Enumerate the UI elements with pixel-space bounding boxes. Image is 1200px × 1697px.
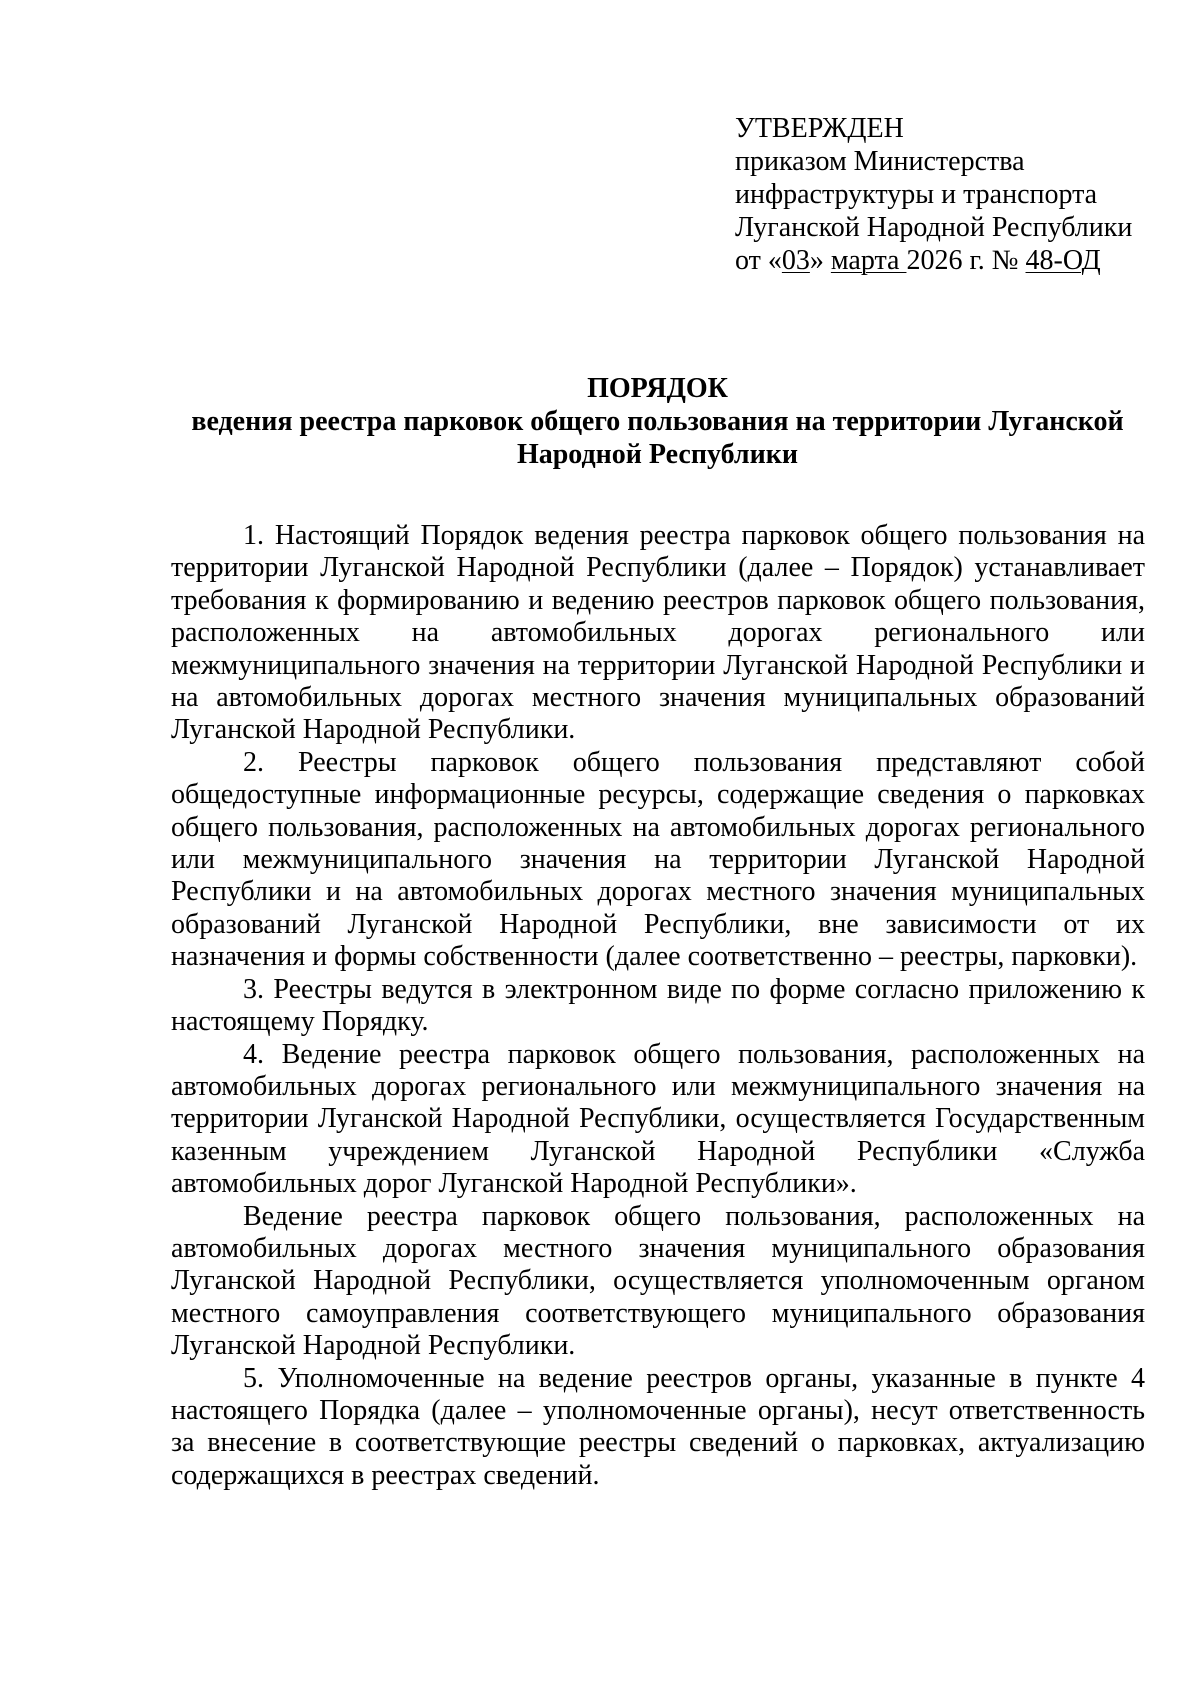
approval-day: 03	[781, 245, 810, 276]
approval-year: 2026 г. №	[906, 245, 1026, 276]
approval-stamp-block	[735, 112, 1155, 277]
paragraph-2: 2. Реестры парковок общего пользования представляют собой общедоступные информационные ресурсы, содержащие сведения о парковках общего пользования, расположенных на автомобильных дорогах регионального или межмуниципального значения на территории Луганской Народной Республики и на автомобильных дорогах местного значения муниципальных образований Луганской Народной Республики, вне зависимости от их назначения и формы собственности (далее соответственно – реестры, парковки).	[171, 746, 1145, 973]
paragraph-4-continued: Ведение реестра парковок общего пользования, расположенных на автомобильных дорогах местного значения муниципального образования Луганской Народной Республики, осуществляется уполномоченным органом местного самоуправления соответствующего муниципального образования Луганской Народной Республики.	[171, 1200, 1145, 1362]
document-body	[171, 520, 1145, 1492]
paragraph-5: 5. Уполномоченные на ведение реестров органы, указанные в пункте 4 настоящего Порядка (далее – уполномоченные органы), несут ответственность за внесение в соответствующие реестры сведений о парковках, актуализацию содержащихся в реестрах сведений.	[171, 1362, 1145, 1491]
document-title: ПОРЯДОК	[587, 373, 728, 404]
approval-date-separator: »	[809, 245, 831, 276]
approval-line-order: приказом Министерства	[735, 146, 1025, 177]
paragraph-3: 3. Реестры ведутся в электронном виде по форме согласно приложению к настоящему Порядку.	[171, 973, 1145, 1038]
approval-heading: УТВЕРЖДЕН	[735, 113, 904, 144]
approval-month: марта	[830, 245, 907, 276]
document-subtitle: ведения реестра парковок общего пользования на территории Луганской Народной Республики	[191, 406, 1124, 470]
paragraph-1: 1. Настоящий Порядок ведения реестра парковок общего пользования на территории Луганской Народной Республики (далее – Порядок) устанавливает требования к формированию и ведению реестров парковок общего пользования, расположенных на автомобильных дорогах регионального или межмуниципального значения на территории Луганской Народной Республики и на автомобильных дорогах местного значения муниципальных образований Луганской Народной Республики.	[171, 520, 1145, 746]
approval-date-prefix: от «	[735, 245, 782, 276]
approval-number: 48-ОД	[1025, 245, 1101, 276]
approval-line-ministry: инфраструктуры и транспорта	[735, 179, 1098, 210]
approval-line-republic: Луганской Народной Республики	[735, 212, 1133, 243]
document-title-block	[170, 372, 1145, 471]
approval-date-line	[735, 244, 1155, 277]
paragraph-4: 4. Ведение реестра парковок общего пользования, расположенных на автомобильных дорогах регионального или межмуниципального значения на территории Луганской Народной Республики, осуществляется Государственным казенным учреждением Луганской Народной Республики «Служба автомобильных дорог Луганской Народной Республики».	[171, 1038, 1145, 1200]
